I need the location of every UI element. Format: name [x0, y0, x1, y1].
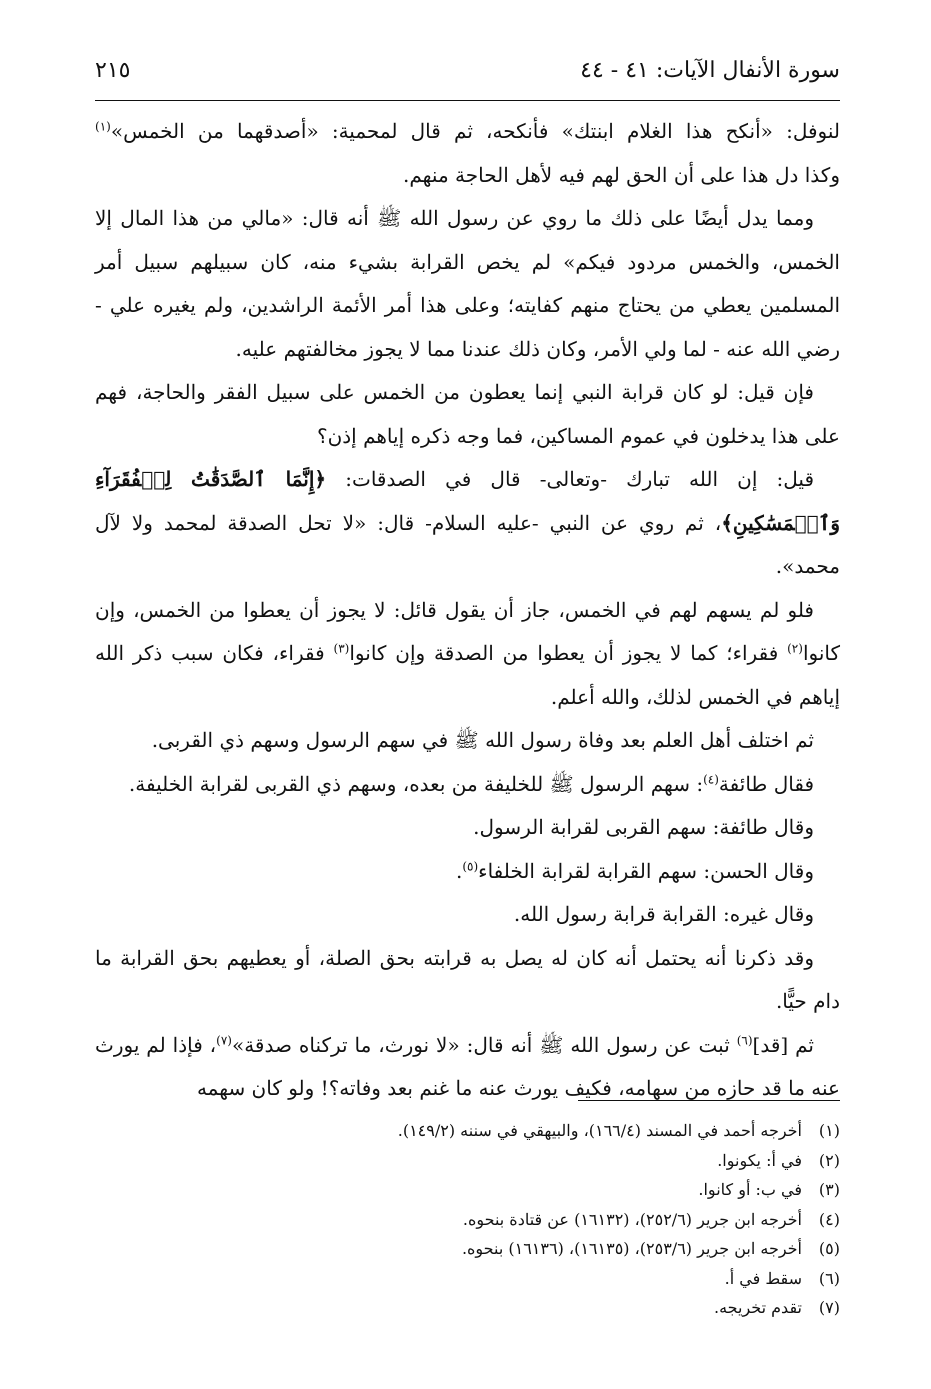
footnotes: [95, 1116, 840, 1323]
paragraph: فلو لم يسهم لهم في الخمس، جاز أن يقول قائل: لا يجوز أن يعطوا من الخمس، وإن كانوا$^{(٢)}$ فقراء؛ كما لا يجوز أن يعطوا من الصدقة وإن كانوا$^{(٣)}$ فقراء، فكان سبب ذكر الله إياهم في الخمس لذلك، والله أعلم.: [95, 597, 841, 709]
footnote-number: (٤): [818, 1209, 840, 1229]
paragraph: لنوفل: «أنكح هذا الغلام ابنتك» فأنكحه، ثم قال لمحمية: «أصدقهما من الخمس»$^{(١)}$: [95, 119, 840, 143]
footnote-number: (٦): [818, 1268, 840, 1288]
footnote-item: [95, 1293, 840, 1323]
paragraph: قيل: إن الله تبارك -وتعالى- قال في الصدقات: ﴿إِنَّمَا ٱلصَّدَقَٰتُ لِلۡفُقَرَآءِ وَٱلۡمَسَٰكِينِ﴾، ثم روي عن النبي -عليه السلام- قال: «لا تحل الصدقة لمحمد ولا لآل محمد».: [95, 467, 840, 578]
footnote-item: [95, 1264, 840, 1294]
footnote-text: أخرجه ابن جرير (٢٥٣/٦)، (١٦١٣٥)، (١٦١٣٦) بنحوه.: [461, 1239, 802, 1258]
paragraph: وقال طائفة: سهم القربى لقرابة الرسول.: [473, 815, 814, 839]
paragraph: وكذا دل هذا على أن الحق لهم فيه لأهل الحاجة منهم.: [403, 162, 840, 187]
paragraph: فقال طائفة$^{(٤)}$: سهم الرسول ﷺ للخليفة من بعده، وسهم ذي القربى لقرابة الخليفة.: [128, 771, 814, 796]
page-header: [95, 58, 840, 98]
footnote-ref: (٤): [703, 771, 719, 786]
footnote-ref: (٣): [333, 641, 350, 656]
quran-verse: ﴿إِنَّمَا ٱلصَّدَقَٰتُ لِلۡفُقَرَآءِ وَٱلۡمَسَٰكِينِ﴾: [95, 467, 840, 535]
footnote-text: تقدم تخريجه.: [714, 1298, 802, 1317]
footnote-ref: (٢): [787, 641, 803, 656]
footnote-number: (٢): [818, 1150, 840, 1170]
page-number: ٢١٥: [95, 58, 131, 83]
footnote-item: [95, 1234, 840, 1264]
footnote-number: (١): [818, 1121, 840, 1140]
paragraph: وقد ذكرنا أنه يحتمل أنه كان له يصل به قرابته بحق الصلة، أو يعطيهم بحق القرابة ما دام حيًّا.: [95, 945, 840, 1013]
footnote-number: (٣): [818, 1180, 840, 1199]
footnote-ref: (٦): [736, 1032, 753, 1047]
footnote-item: [95, 1116, 840, 1146]
footnote-ref: (٧): [216, 1032, 232, 1047]
paragraph: وقال غيره: القرابة قرابة رسول الله.: [513, 902, 814, 926]
footnote-text: سقط في أ.: [724, 1268, 802, 1288]
paragraph: وقال الحسن: سهم القرابة لقرابة الخلفاء$^{(٥)}$.: [455, 858, 814, 883]
footnote-item: [95, 1175, 840, 1205]
footnote-ref: (١): [95, 119, 111, 134]
running-title: سورة الأنفال الآيات: ٤١ - ٤٤: [580, 58, 840, 83]
footnote-number: (٧): [818, 1298, 840, 1317]
footnote-text: أخرجه ابن جرير (٢٥٢/٦)، (١٦١٣٢) عن قتادة بنحوه.: [462, 1209, 802, 1229]
paragraph: فإن قيل: لو كان قرابة النبي إنما يعطون من الخمس على سبيل الفقر والحاجة، فهم على هذا يدخلون في عموم المساكين، فما وجه ذكره إياهم إذن؟: [95, 380, 840, 448]
footnote-text: أخرجه أحمد في المسند (١٦٦/٤)، والبيهقي في سننه (١٤٩/٢).: [397, 1121, 802, 1140]
footnote-item: [95, 1205, 840, 1235]
footnote-ref: (٥): [462, 858, 479, 873]
main-text: [95, 110, 840, 1111]
footnote-item: [95, 1146, 840, 1176]
footnote-text: في أ: يكونوا.: [717, 1150, 802, 1170]
paragraph: ومما يدل أيضًا على ذلك ما روي عن رسول الله ﷺ أنه قال: «مالي من هذا المال إلا الخمس، والخمس مردود فيكم» لم يخص القرابة بشيء منه، كان سبيلهم سبيل أمر المسلمين يعطي من يحتاج منهم كفايته؛ وعلى هذا أمر الأئمة الراشدين، ولم يغيره علي - رضي الله عنه - لما ولي الأمر، وكان ذلك عندنا مما لا يجوز مخالفتهم عليه.: [95, 206, 840, 361]
paragraph: ثم [قد]$^{(٦)}$ ثبت عن رسول الله ﷺ أنه قال: «لا نورث، ما تركناه صدقة»$^{(٧)}$، فإذا لم يورث عنه ما قد حازه من سهامه، فكيف يورث عنه ما غنم بعد وفاته؟! ولو كان سهمه: [95, 1032, 840, 1100]
footnote-rule: [578, 1100, 840, 1101]
footnote-text: في ب: أو كانوا.: [698, 1180, 802, 1199]
footnote-number: (٥): [818, 1239, 840, 1258]
paragraph: ثم اختلف أهل العلم بعد وفاة رسول الله ﷺ في سهم الرسول وسهم ذي القربى.: [151, 728, 814, 752]
header-rule: [95, 100, 840, 101]
